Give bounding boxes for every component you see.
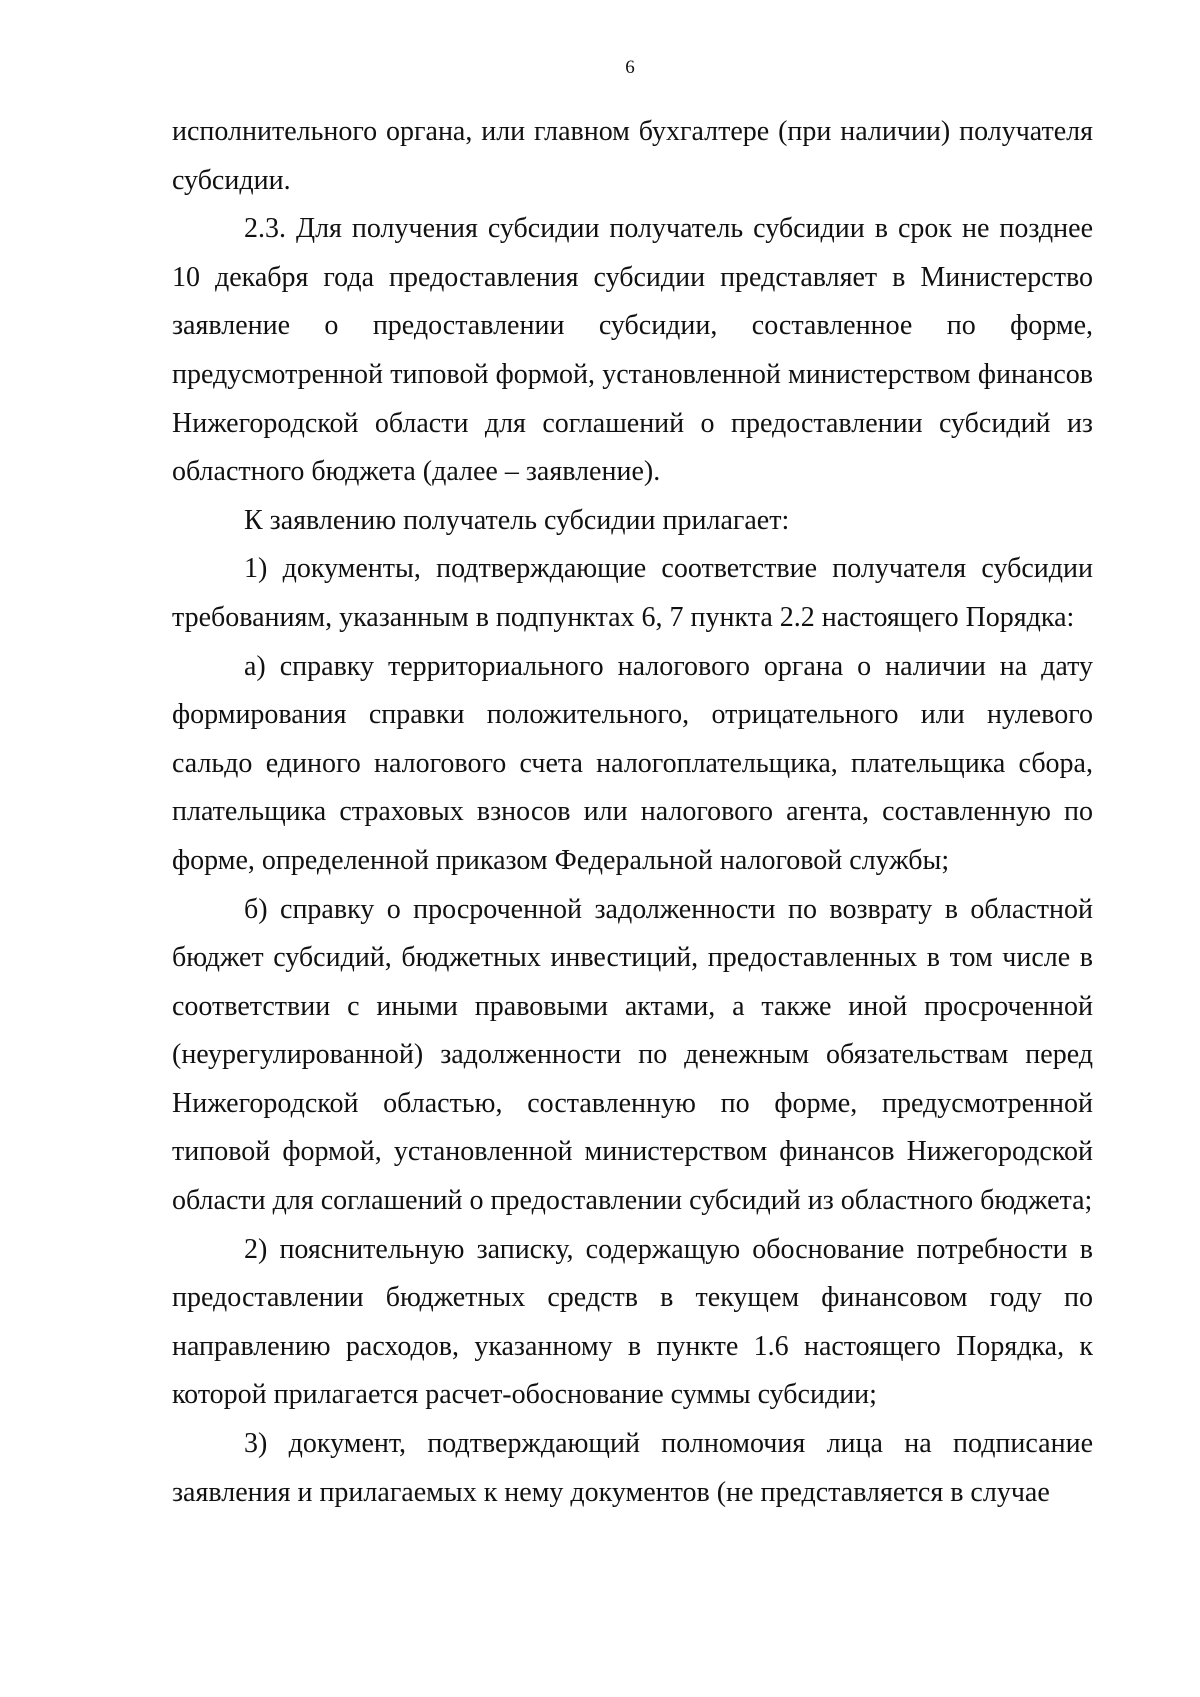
paragraph-item-1b: б) справку о просроченной задолженности по возврату в областной бюджет субсидий, бюджетных инвестиций, предоставленных в том числе в соответствии с иными правовыми актами, а также иной просроченной (неурегулированной) задолженности по денежным обязательствам перед Нижегородской областью, составленную по форме, предусмотренной типовой формой, установленной министерством финансов Нижегородской области для соглашений о предоставлении субсидий из областного бюджета;: [172, 893, 1093, 1217]
paragraph-item-3: 3) документ, подтверждающий полномочия лица на подписание заявления и прилагаемых к нему документов (не представляется в случае: [172, 1428, 1093, 1508]
paragraph-attachments-intro: К заявлению получатель субсидии прилагает:: [244, 504, 790, 536]
paragraph-item-2: 2) пояснительную записку, содержащую обоснование потребности в предоставлении бюджетных средств в текущем финансовом году по направлению расходов, указанному в пункте 1.6 настоящего Порядка, к которой прилагается расчет-обоснование суммы субсидии;: [172, 1233, 1093, 1411]
paragraph-continuation: исполнительного органа, или главном бухгалтере (при наличии) получателя субсидии.: [172, 116, 1093, 196]
paragraph-2-3: 2.3. Для получения субсидии получатель субсидии в срок не позднее 10 декабря года предоставления субсидии представляет в Министерство заявление о предоставлении субсидии, составленное по форме, предусмотренной типовой формой, установленной министерством финансов Нижегородской области для соглашений о предоставлении субсидий из областного бюджета (далее – заявление).: [172, 213, 1093, 488]
paragraph-item-1a: а) справку территориального налогового органа о наличии на дату формирования справки положительного, отрицательного или нулевого сальдо единого налогового счета налогоплательщика, плательщика сбора, плательщика страховых взносов или налогового агента, составленную по форме, определенной приказом Федеральной налоговой службы;: [172, 650, 1093, 876]
document-body: [172, 108, 1093, 1517]
paragraph-item-1: 1) документы, подтверждающие соответствие получателя субсидии требованиям, указанным в подпунктах 6, 7 пункта 2.2 настоящего Порядка:: [172, 553, 1093, 633]
page-number: 6: [625, 57, 635, 78]
